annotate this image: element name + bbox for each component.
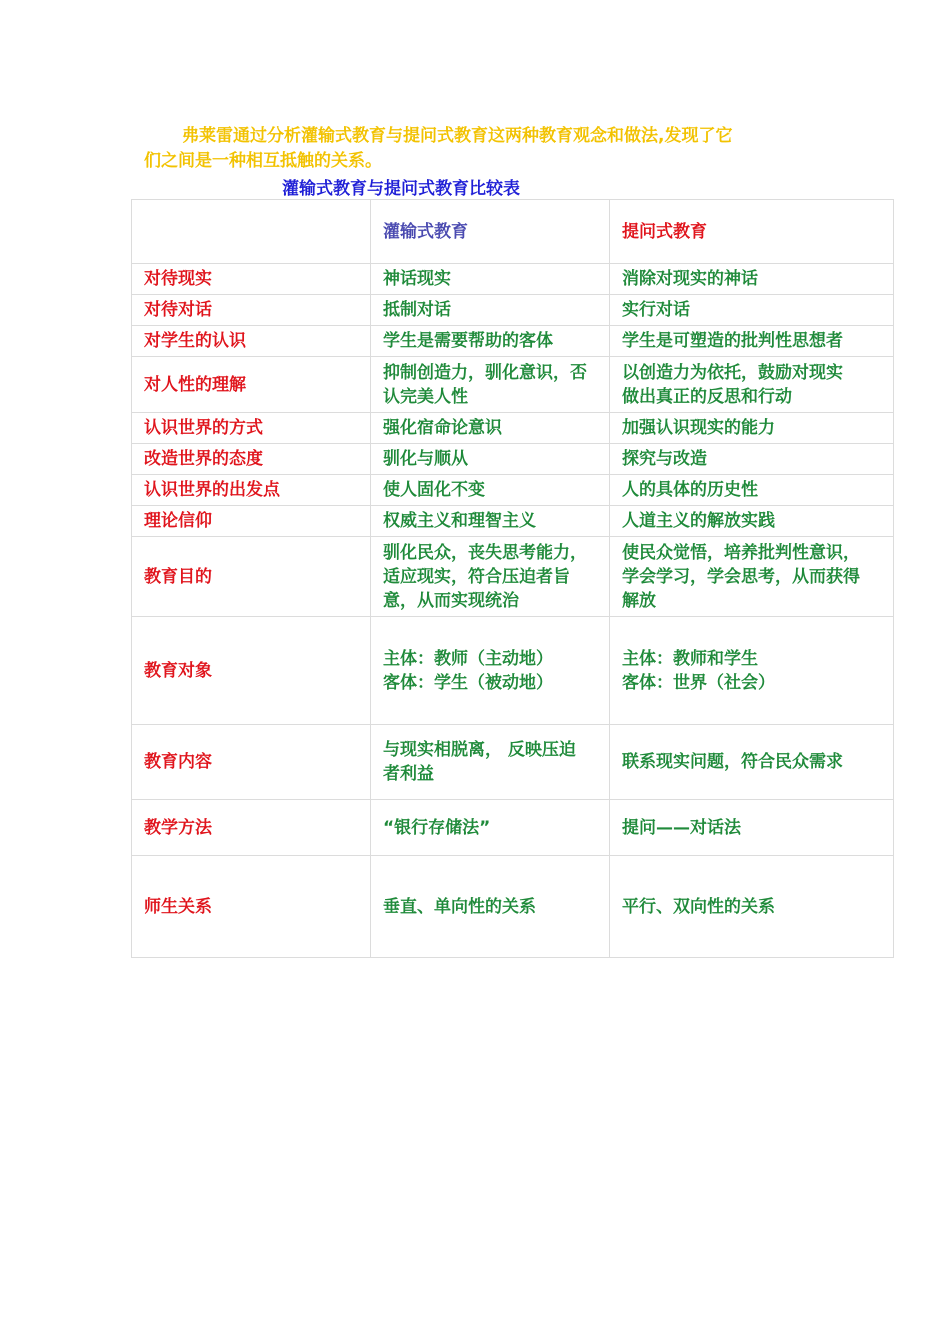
- cell-text-line: “银行存储法”: [383, 817, 491, 838]
- cell-text-line: 垂直、单向性的关系: [383, 896, 536, 917]
- aspect-cell: 认识世界的出发点: [132, 475, 371, 506]
- intro-paragraph: [144, 124, 824, 174]
- problem-posing-cell: [610, 800, 894, 856]
- cell-text-line: 使民众觉悟，培养批判性意识，: [622, 542, 860, 563]
- aspect-cell: 对待现实: [132, 264, 371, 295]
- cell-text-line: 抵制对话: [383, 300, 451, 320]
- banking-cell: [371, 444, 610, 475]
- problem-posing-cell: [610, 617, 894, 725]
- cell-text-line: 客体：学生（被动地）: [383, 672, 553, 693]
- table-row: [132, 264, 894, 295]
- table-row: [132, 725, 894, 800]
- aspect-cell: 认识世界的方式: [132, 413, 371, 444]
- cell-text-line: 学生是需要帮助的客体: [383, 331, 553, 351]
- cell-text-line: 驯化与顺从: [383, 449, 468, 469]
- cell-text-line: 加强认识现实的能力: [622, 418, 775, 438]
- banking-cell: [371, 413, 610, 444]
- table-row: [132, 357, 894, 413]
- table-row: [132, 295, 894, 326]
- problem-posing-cell: [610, 506, 894, 537]
- banking-cell: [371, 357, 610, 413]
- cell-text-line: 适应现实，符合压迫者旨: [383, 566, 570, 587]
- cell-text-line: 驯化民众，丧失思考能力，: [383, 542, 587, 563]
- intro-line-1: 弗莱雷通过分析灌输式教育与提问式教育这两种教育观念和做法,发现了它: [182, 126, 733, 146]
- banking-cell: [371, 617, 610, 725]
- aspect-cell: 对待对话: [132, 295, 371, 326]
- cell-text-line: 平行、双向性的关系: [622, 896, 775, 917]
- problem-posing-cell: [610, 856, 894, 958]
- aspect-cell: 对学生的认识: [132, 326, 371, 357]
- cell-text-line: 主体：教师和学生: [622, 648, 758, 669]
- table-row: [132, 537, 894, 617]
- aspect-cell: 教育内容: [132, 725, 371, 800]
- cell-text-line: 意，从而实现统治: [383, 590, 519, 611]
- header-problem-posing: 提问式教育: [610, 200, 894, 264]
- cell-text-line: 提问——对话法: [622, 817, 741, 838]
- cell-text-line: 做出真正的反思和行动: [622, 386, 792, 407]
- problem-posing-cell: [610, 326, 894, 357]
- cell-text-line: 探究与改造: [622, 449, 707, 469]
- aspect-cell: 教育目的: [132, 537, 371, 617]
- header-banking: 灌输式教育: [371, 200, 610, 264]
- banking-cell: [371, 295, 610, 326]
- banking-cell: [371, 475, 610, 506]
- problem-posing-cell: [610, 444, 894, 475]
- table-header-row: [132, 200, 894, 264]
- banking-cell: [371, 856, 610, 958]
- cell-text-line: 解放: [622, 590, 656, 611]
- cell-text-line: 以创造力为依托，鼓励对现实: [622, 362, 843, 383]
- table-row: [132, 617, 894, 725]
- aspect-cell: 理论信仰: [132, 506, 371, 537]
- banking-cell: [371, 326, 610, 357]
- cell-text-line: 学会学习，学会思考，从而获得: [622, 566, 860, 587]
- table-row: [132, 506, 894, 537]
- cell-text-line: 强化宿命论意识: [383, 418, 502, 438]
- cell-text-line: 实行对话: [622, 300, 690, 320]
- cell-text-line: 人的具体的历史性: [622, 480, 758, 500]
- problem-posing-cell: [610, 295, 894, 326]
- cell-text-line: 神话现实: [383, 269, 451, 289]
- problem-posing-cell: [610, 475, 894, 506]
- aspect-cell: 师生关系: [132, 856, 371, 958]
- banking-cell: [371, 264, 610, 295]
- cell-text-line: 主体：教师（主动地）: [383, 648, 553, 669]
- table-title: 灌输式教育与提问式教育比较表: [282, 179, 520, 199]
- aspect-cell: 对人性的理解: [132, 357, 371, 413]
- table-row: [132, 475, 894, 506]
- banking-cell: [371, 800, 610, 856]
- cell-text-line: 权威主义和理智主义: [383, 511, 536, 531]
- problem-posing-cell: [610, 537, 894, 617]
- cell-text-line: 抑制创造力，驯化意识，否: [383, 362, 587, 383]
- aspect-cell: 教学方法: [132, 800, 371, 856]
- banking-cell: [371, 537, 610, 617]
- cell-text-line: 消除对现实的神话: [622, 269, 758, 289]
- cell-text-line: 认完美人性: [383, 386, 468, 407]
- comparison-table-body: [132, 200, 894, 958]
- cell-text-line: 与现实相脱离， 反映压迫: [383, 740, 576, 760]
- cell-text-line: 联系现实问题，符合民众需求: [622, 752, 843, 772]
- table-row: [132, 856, 894, 958]
- banking-cell: [371, 506, 610, 537]
- problem-posing-cell: [610, 264, 894, 295]
- aspect-cell: 教育对象: [132, 617, 371, 725]
- problem-posing-cell: [610, 413, 894, 444]
- header-empty-cell: [132, 200, 371, 264]
- table-row: [132, 800, 894, 856]
- problem-posing-cell: [610, 357, 894, 413]
- table-row: [132, 326, 894, 357]
- cell-text-line: 人道主义的解放实践: [622, 511, 775, 531]
- problem-posing-cell: [610, 725, 894, 800]
- cell-text-line: 者利益: [383, 764, 434, 784]
- intro-line-2: 们之间是一种相互抵触的关系。: [144, 151, 382, 171]
- banking-cell: [371, 725, 610, 800]
- table-row: [132, 444, 894, 475]
- table-row: [132, 413, 894, 444]
- comparison-table: [131, 199, 894, 958]
- cell-text-line: 客体：世界（社会）: [622, 672, 775, 693]
- cell-text-line: 学生是可塑造的批判性思想者: [622, 331, 843, 351]
- cell-text-line: 使人固化不变: [383, 480, 485, 500]
- aspect-cell: 改造世界的态度: [132, 444, 371, 475]
